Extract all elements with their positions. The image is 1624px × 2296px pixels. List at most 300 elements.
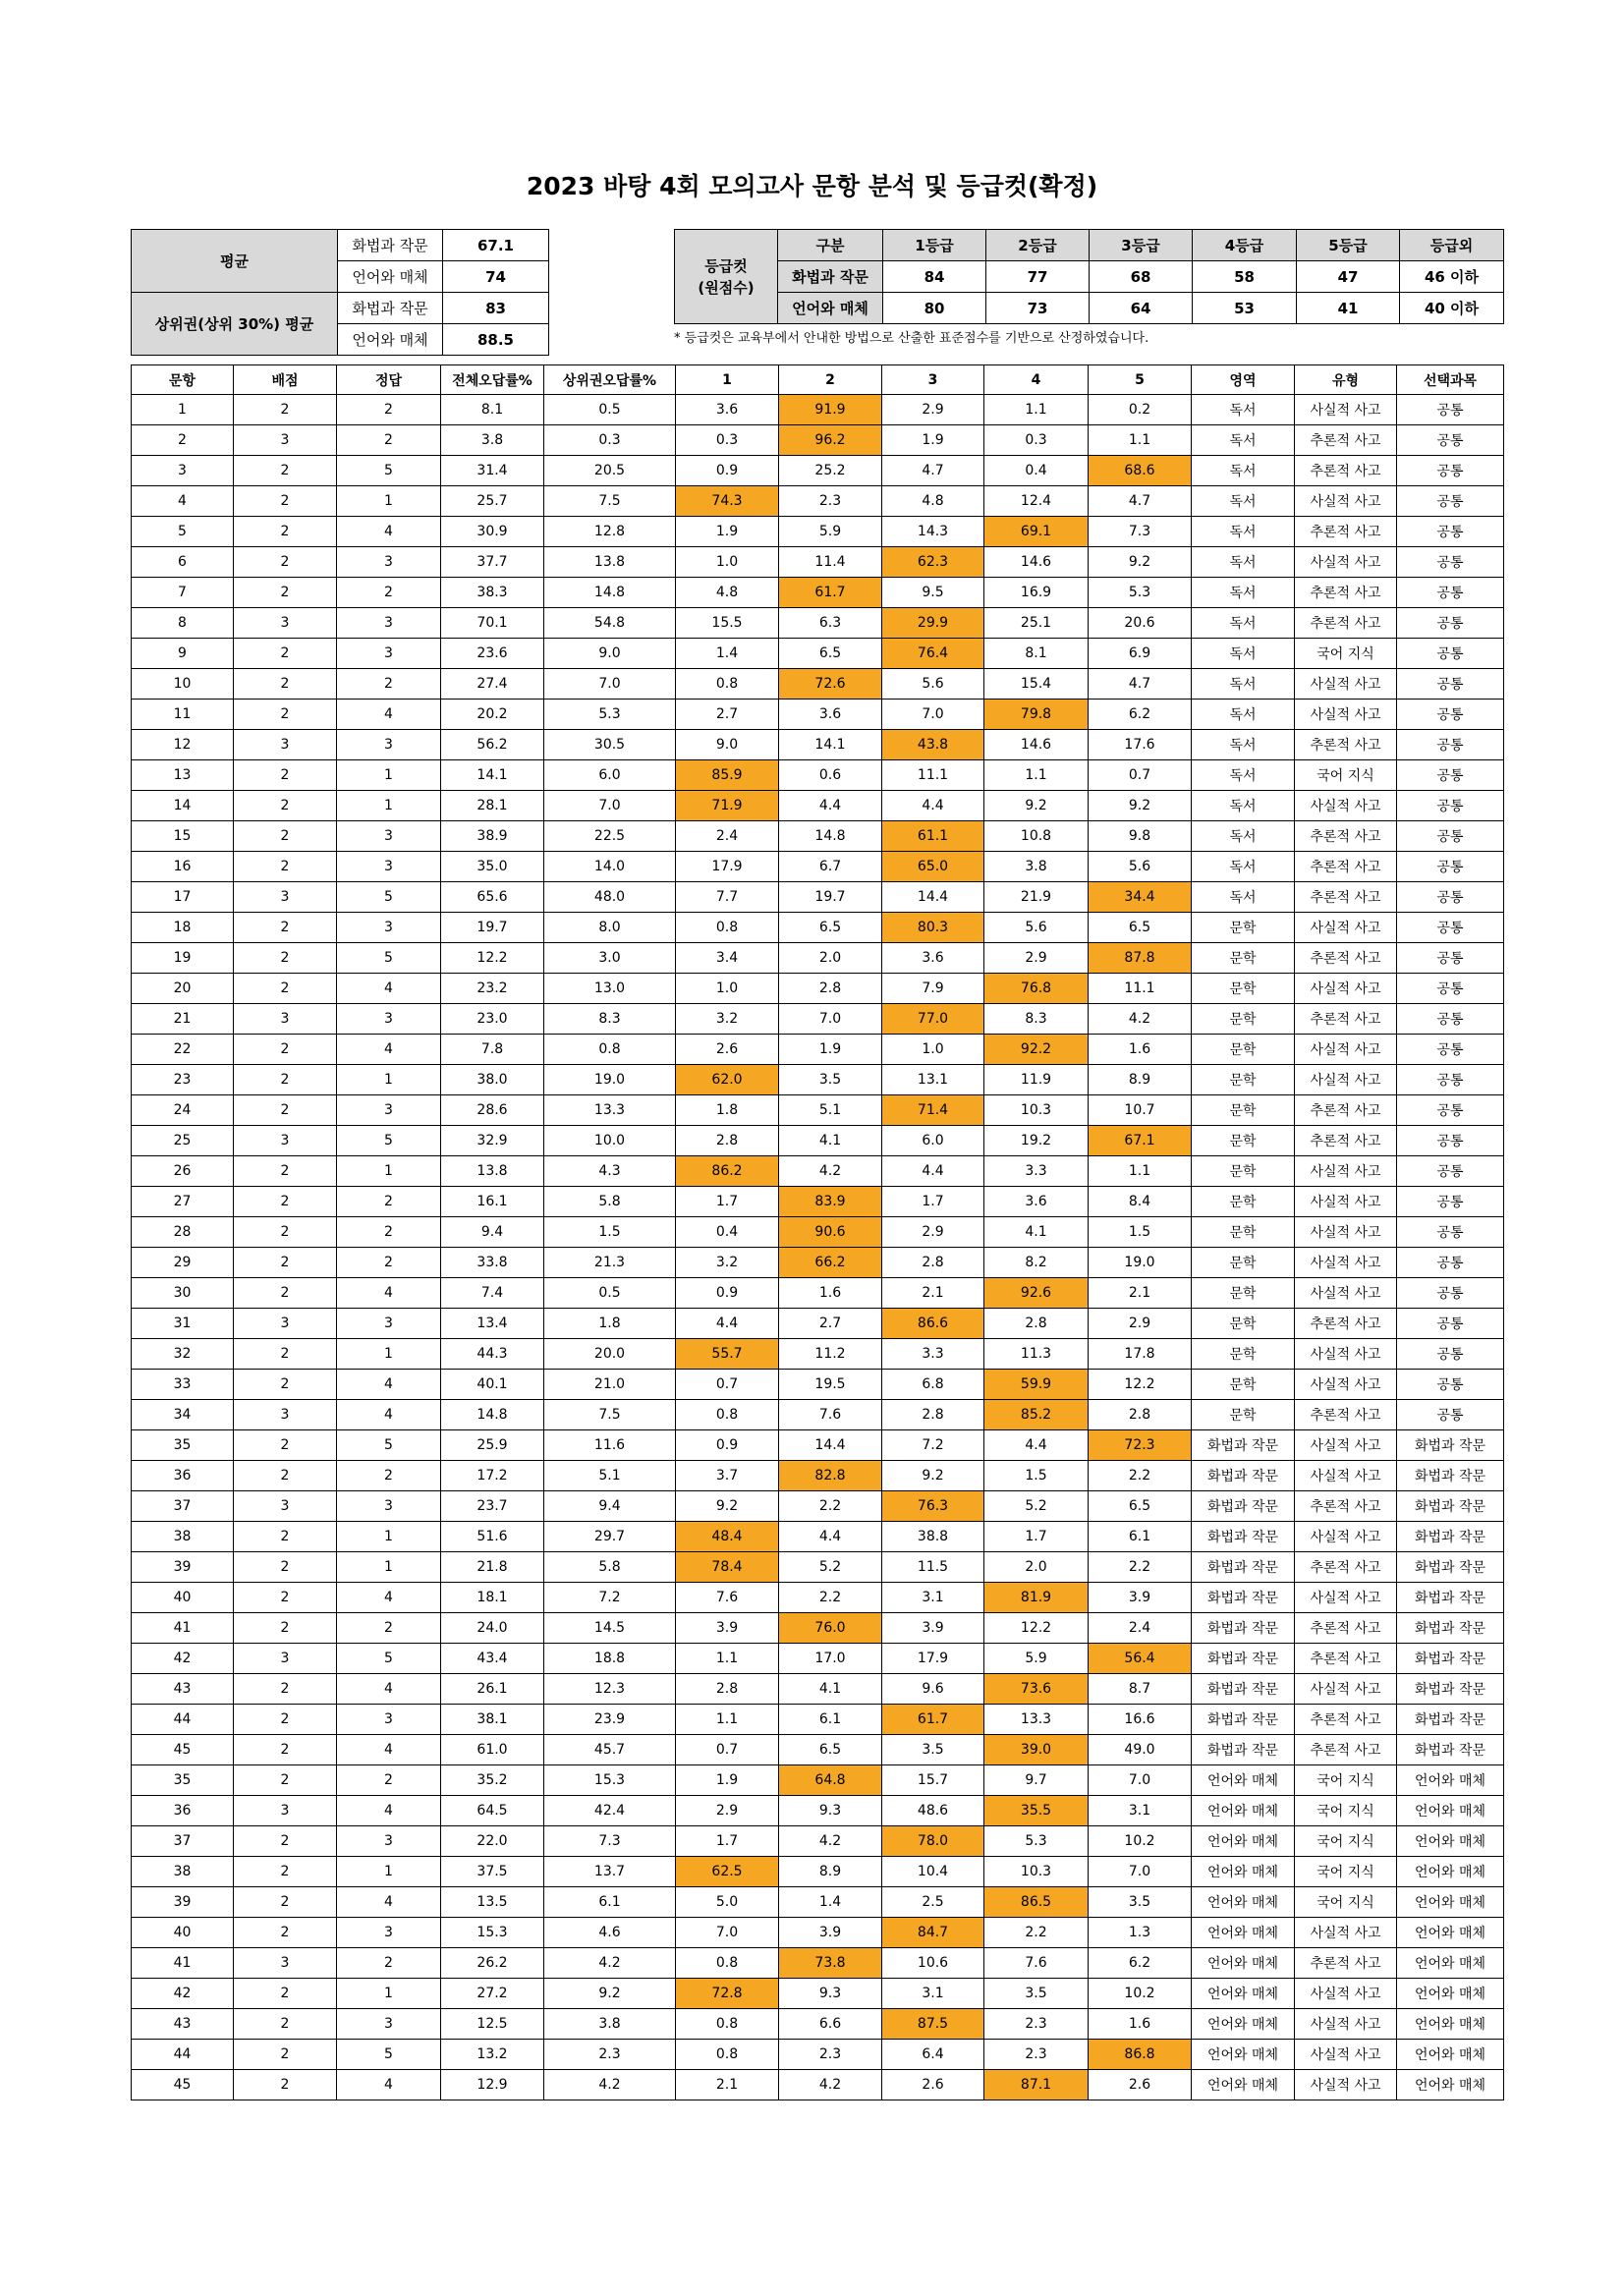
- table-cell: 국어 지식: [1295, 760, 1397, 791]
- grade-cut-value: 68: [1090, 261, 1193, 293]
- table-row: [132, 456, 1504, 486]
- item-table-header-cell: 3: [882, 365, 984, 395]
- table-cell: 3: [337, 639, 441, 669]
- table-row: [132, 1522, 1504, 1552]
- table-cell: 6.2: [1089, 1948, 1192, 1979]
- table-cell: 15.3: [544, 1765, 676, 1796]
- item-table-header-cell: 전체오답률%: [441, 365, 544, 395]
- table-cell: 13.7: [544, 1857, 676, 1887]
- table-cell: 37.7: [441, 547, 544, 578]
- table-cell: 공통: [1397, 486, 1504, 517]
- footnote: * 등급컷은 교육부에서 안내한 방법으로 산출한 표준점수를 기반으로 산정하였습니다.: [674, 331, 1149, 346]
- top-average-value: 83: [443, 293, 549, 324]
- table-cell: 2: [337, 1765, 441, 1796]
- table-cell: 6.7: [779, 852, 882, 882]
- table-cell: 5.6: [1089, 852, 1192, 882]
- table-cell: 12.5: [441, 2009, 544, 2040]
- table-cell: 3.5: [1089, 1887, 1192, 1918]
- table-row: [132, 2009, 1504, 2040]
- table-cell: 42: [132, 1979, 234, 2009]
- table-cell: 독서: [1192, 669, 1295, 700]
- table-cell: 12.2: [441, 943, 544, 974]
- table-cell: 2: [234, 1552, 337, 1583]
- table-cell: 추론적 사고: [1295, 1491, 1397, 1522]
- table-cell: 문학: [1192, 913, 1295, 943]
- table-cell: 44: [132, 1705, 234, 1735]
- table-cell: 9.2: [544, 1979, 676, 2009]
- table-cell: 7.3: [1089, 517, 1192, 547]
- table-cell: 19.2: [984, 1126, 1089, 1156]
- table-cell: 18.8: [544, 1644, 676, 1674]
- table-cell: 언어와 매체: [1192, 1765, 1295, 1796]
- table-cell: 38.9: [441, 821, 544, 852]
- table-cell: 공통: [1397, 730, 1504, 760]
- table-cell: 2: [234, 821, 337, 852]
- table-cell: 11.5: [882, 1552, 984, 1583]
- table-cell: 4.6: [544, 1918, 676, 1948]
- table-cell: 83.9: [779, 1187, 882, 1217]
- table-cell: 21.9: [984, 882, 1089, 913]
- table-cell: 2: [234, 1887, 337, 1918]
- table-cell: 언어와 매체: [1397, 1857, 1504, 1887]
- table-cell: 0.5: [544, 395, 676, 425]
- table-cell: 8.3: [984, 1004, 1089, 1035]
- table-cell: 2: [234, 760, 337, 791]
- table-cell: 38: [132, 1522, 234, 1552]
- table-cell: 추론적 사고: [1295, 1309, 1397, 1339]
- table-cell: 3.6: [984, 1187, 1089, 1217]
- table-cell: 28: [132, 1217, 234, 1248]
- table-cell: 6.5: [779, 639, 882, 669]
- table-cell: 4: [337, 1035, 441, 1065]
- table-cell: 76.3: [882, 1491, 984, 1522]
- table-cell: 문학: [1192, 1035, 1295, 1065]
- table-cell: 공통: [1397, 1004, 1504, 1035]
- table-cell: 4.2: [544, 2070, 676, 2100]
- table-cell: 20.2: [441, 700, 544, 730]
- table-cell: 9.0: [676, 730, 779, 760]
- table-cell: 49.0: [1089, 1735, 1192, 1765]
- table-cell: 4: [337, 1735, 441, 1765]
- table-cell: 2.1: [882, 1278, 984, 1309]
- table-cell: 2.9: [882, 1217, 984, 1248]
- table-cell: 0.3: [544, 425, 676, 456]
- table-cell: 18: [132, 913, 234, 943]
- table-cell: 2.1: [1089, 1278, 1192, 1309]
- table-cell: 화법과 작문: [1192, 1735, 1295, 1765]
- table-cell: 14.1: [779, 730, 882, 760]
- table-cell: 2: [234, 1613, 337, 1644]
- table-cell: 8.1: [441, 395, 544, 425]
- table-cell: 1.5: [1089, 1217, 1192, 1248]
- table-cell: 공통: [1397, 700, 1504, 730]
- grade-cut-header-cell: 등급외: [1400, 230, 1504, 261]
- table-cell: 2.2: [779, 1491, 882, 1522]
- table-row: [132, 1217, 1504, 1248]
- table-cell: 43: [132, 1674, 234, 1705]
- table-cell: 언어와 매체: [1192, 2070, 1295, 2100]
- table-row: [132, 1979, 1504, 2009]
- table-cell: 56.4: [1089, 1644, 1192, 1674]
- table-cell: 19.7: [441, 913, 544, 943]
- table-cell: 사실적 사고: [1295, 2040, 1397, 2070]
- table-cell: 78.4: [676, 1552, 779, 1583]
- table-cell: 4.4: [676, 1309, 779, 1339]
- table-cell: 30: [132, 1278, 234, 1309]
- table-cell: 3: [234, 1491, 337, 1522]
- table-cell: 19.0: [1089, 1248, 1192, 1278]
- table-cell: 2.8: [882, 1248, 984, 1278]
- grade-cut-value: 46 이하: [1400, 261, 1504, 293]
- table-cell: 화법과 작문: [1397, 1522, 1504, 1552]
- table-cell: 6.6: [779, 2009, 882, 2040]
- table-cell: 35.2: [441, 1765, 544, 1796]
- table-cell: 2: [234, 456, 337, 486]
- grade-cut-value: 77: [986, 261, 1090, 293]
- item-table-header-cell: 영역: [1192, 365, 1295, 395]
- table-cell: 17.9: [676, 852, 779, 882]
- grade-cut-header-cell: 2등급: [986, 230, 1090, 261]
- table-cell: 48.4: [676, 1522, 779, 1552]
- table-row: [132, 547, 1504, 578]
- table-cell: 9.2: [882, 1461, 984, 1491]
- table-row: [132, 1674, 1504, 1705]
- table-cell: 2: [234, 2040, 337, 2070]
- table-row: [132, 1613, 1504, 1644]
- table-cell: 14.0: [544, 852, 676, 882]
- table-cell: 16.9: [984, 578, 1089, 608]
- table-cell: 62.3: [882, 547, 984, 578]
- item-analysis-table: [131, 364, 1504, 2100]
- table-cell: 9.6: [882, 1674, 984, 1705]
- table-cell: 2.5: [882, 1887, 984, 1918]
- table-row: [132, 913, 1504, 943]
- table-cell: 11.1: [1089, 974, 1192, 1004]
- table-cell: 4.8: [882, 486, 984, 517]
- average-label: 평균: [132, 230, 338, 293]
- table-row: [132, 1156, 1504, 1187]
- table-cell: 2: [234, 2070, 337, 2100]
- table-cell: 4: [337, 1583, 441, 1613]
- table-cell: 2.6: [882, 2070, 984, 2100]
- table-cell: 추론적 사고: [1295, 1552, 1397, 1583]
- table-cell: 6.8: [882, 1370, 984, 1400]
- table-cell: 2: [337, 1248, 441, 1278]
- table-cell: 0.8: [676, 2009, 779, 2040]
- table-cell: 언어와 매체: [1397, 1887, 1504, 1918]
- table-cell: 35.5: [984, 1796, 1089, 1826]
- table-cell: 5.3: [544, 700, 676, 730]
- table-cell: 20.6: [1089, 608, 1192, 639]
- table-cell: 4: [337, 1370, 441, 1400]
- table-cell: 문학: [1192, 1004, 1295, 1035]
- table-cell: 1.3: [1089, 1918, 1192, 1948]
- table-cell: 5.3: [984, 1826, 1089, 1857]
- table-row: [132, 1309, 1504, 1339]
- table-cell: 26.2: [441, 1948, 544, 1979]
- table-cell: 9.2: [1089, 791, 1192, 821]
- table-cell: 86.6: [882, 1309, 984, 1339]
- table-cell: 2.6: [1089, 2070, 1192, 2100]
- table-cell: 6.5: [779, 1735, 882, 1765]
- table-cell: 10: [132, 669, 234, 700]
- table-cell: 3.8: [984, 852, 1089, 882]
- table-cell: 12.4: [984, 486, 1089, 517]
- table-cell: 20.0: [544, 1339, 676, 1370]
- table-cell: 28.6: [441, 1095, 544, 1126]
- table-cell: 23: [132, 1065, 234, 1095]
- table-cell: 13.8: [441, 1156, 544, 1187]
- table-cell: 5.3: [1089, 578, 1192, 608]
- table-cell: 1.8: [544, 1309, 676, 1339]
- grade-cut-subject: 언어와 매체: [778, 293, 883, 324]
- table-cell: 4.2: [779, 1826, 882, 1857]
- table-cell: 37: [132, 1491, 234, 1522]
- table-cell: 2: [234, 1095, 337, 1126]
- table-cell: 2: [337, 395, 441, 425]
- table-cell: 78.0: [882, 1826, 984, 1857]
- table-cell: 38: [132, 1857, 234, 1887]
- table-cell: 4.2: [1089, 1004, 1192, 1035]
- table-cell: 공통: [1397, 1400, 1504, 1430]
- grade-cut-subject: 화법과 작문: [778, 261, 883, 293]
- table-cell: 공통: [1397, 1248, 1504, 1278]
- table-cell: 2: [234, 1826, 337, 1857]
- table-cell: 7.6: [676, 1583, 779, 1613]
- table-cell: 3: [234, 1309, 337, 1339]
- table-cell: 2: [234, 1522, 337, 1552]
- table-cell: 21: [132, 1004, 234, 1035]
- table-cell: 3.7: [676, 1461, 779, 1491]
- table-row: [132, 1430, 1504, 1461]
- table-cell: 4.8: [676, 578, 779, 608]
- table-cell: 3: [337, 547, 441, 578]
- table-cell: 23.2: [441, 974, 544, 1004]
- table-cell: 사실적 사고: [1295, 1278, 1397, 1309]
- table-cell: 추론적 사고: [1295, 1400, 1397, 1430]
- table-cell: 5: [337, 943, 441, 974]
- table-cell: 4.4: [882, 791, 984, 821]
- table-cell: 추론적 사고: [1295, 730, 1397, 760]
- table-cell: 10.3: [984, 1857, 1089, 1887]
- item-table-header-cell: 배점: [234, 365, 337, 395]
- table-cell: 7.2: [882, 1430, 984, 1461]
- item-table-header-cell: 정답: [337, 365, 441, 395]
- table-cell: 1.5: [984, 1461, 1089, 1491]
- table-cell: 1.7: [984, 1522, 1089, 1552]
- table-cell: 14.4: [882, 882, 984, 913]
- table-cell: 27.4: [441, 669, 544, 700]
- table-cell: 화법과 작문: [1397, 1735, 1504, 1765]
- table-cell: 64.5: [441, 1796, 544, 1826]
- table-cell: 1.1: [1089, 1156, 1192, 1187]
- table-cell: 1.7: [676, 1826, 779, 1857]
- table-cell: 54.8: [544, 608, 676, 639]
- table-cell: 사실적 사고: [1295, 1035, 1397, 1065]
- table-cell: 48.6: [882, 1796, 984, 1826]
- table-row: [132, 486, 1504, 517]
- table-cell: 15.4: [984, 669, 1089, 700]
- table-cell: 81.9: [984, 1583, 1089, 1613]
- table-cell: 69.1: [984, 517, 1089, 547]
- table-cell: 1.0: [882, 1035, 984, 1065]
- table-cell: 2: [234, 486, 337, 517]
- table-cell: 2.0: [984, 1552, 1089, 1583]
- table-cell: 언어와 매체: [1192, 1887, 1295, 1918]
- table-cell: 25.1: [984, 608, 1089, 639]
- table-row: [132, 1857, 1504, 1887]
- table-cell: 2: [234, 395, 337, 425]
- table-cell: 2: [234, 1065, 337, 1095]
- table-row: [132, 1461, 1504, 1491]
- table-cell: 76.4: [882, 639, 984, 669]
- table-cell: 추론적 사고: [1295, 1948, 1397, 1979]
- table-cell: 사실적 사고: [1295, 1430, 1397, 1461]
- table-cell: 4: [337, 1400, 441, 1430]
- table-cell: 0.4: [984, 456, 1089, 486]
- table-cell: 화법과 작문: [1397, 1430, 1504, 1461]
- table-cell: 1.4: [779, 1887, 882, 1918]
- table-cell: 9.2: [1089, 547, 1192, 578]
- table-cell: 공통: [1397, 913, 1504, 943]
- table-cell: 공통: [1397, 1187, 1504, 1217]
- table-cell: 2: [234, 913, 337, 943]
- table-cell: 3: [337, 1918, 441, 1948]
- table-cell: 언어와 매체: [1192, 1948, 1295, 1979]
- table-cell: 4: [337, 2070, 441, 2100]
- table-cell: 16: [132, 852, 234, 882]
- table-cell: 2.4: [1089, 1613, 1192, 1644]
- table-row: [132, 974, 1504, 1004]
- grade-cut-value: 41: [1297, 293, 1400, 324]
- table-cell: 3.4: [676, 943, 779, 974]
- table-cell: 71.4: [882, 1095, 984, 1126]
- table-row: [132, 1187, 1504, 1217]
- table-cell: 5.1: [544, 1461, 676, 1491]
- table-cell: 독서: [1192, 395, 1295, 425]
- table-cell: 2.8: [676, 1126, 779, 1156]
- table-cell: 14.8: [441, 1400, 544, 1430]
- table-cell: 화법과 작문: [1192, 1552, 1295, 1583]
- grade-cut-value: 84: [883, 261, 986, 293]
- table-cell: 38.1: [441, 1705, 544, 1735]
- table-cell: 45: [132, 1735, 234, 1765]
- table-cell: 5.8: [544, 1187, 676, 1217]
- grade-cut-row: [675, 293, 1504, 324]
- table-cell: 7.5: [544, 486, 676, 517]
- subject-label: 화법과 작문: [338, 230, 443, 261]
- table-cell: 언어와 매체: [1397, 1765, 1504, 1796]
- table-cell: 1.1: [1089, 425, 1192, 456]
- table-cell: 3.5: [779, 1065, 882, 1095]
- table-row: [132, 1370, 1504, 1400]
- table-cell: 23.9: [544, 1705, 676, 1735]
- table-cell: 40: [132, 1583, 234, 1613]
- table-cell: 9.7: [984, 1765, 1089, 1796]
- table-cell: 화법과 작문: [1192, 1522, 1295, 1552]
- table-cell: 6.3: [779, 608, 882, 639]
- table-cell: 10.3: [984, 1095, 1089, 1126]
- table-cell: 8: [132, 608, 234, 639]
- table-cell: 공통: [1397, 1339, 1504, 1370]
- table-cell: 추론적 사고: [1295, 1126, 1397, 1156]
- table-cell: 37: [132, 1826, 234, 1857]
- table-cell: 2.9: [676, 1796, 779, 1826]
- table-cell: 1: [337, 1065, 441, 1095]
- table-cell: 9.0: [544, 639, 676, 669]
- table-cell: 2: [234, 1187, 337, 1217]
- table-cell: 1.6: [1089, 2009, 1192, 2040]
- subject-label: 언어와 매체: [338, 324, 443, 356]
- table-cell: 추론적 사고: [1295, 1095, 1397, 1126]
- table-row: [132, 1918, 1504, 1948]
- item-table-header-cell: 5: [1089, 365, 1192, 395]
- table-row: [132, 1126, 1504, 1156]
- table-cell: 6.4: [882, 2040, 984, 2070]
- table-cell: 68.6: [1089, 456, 1192, 486]
- table-cell: 6.1: [1089, 1522, 1192, 1552]
- grade-cut-value: 40 이하: [1400, 293, 1504, 324]
- table-cell: 8.9: [779, 1857, 882, 1887]
- table-cell: 12: [132, 730, 234, 760]
- table-cell: 4: [337, 1796, 441, 1826]
- table-cell: 사실적 사고: [1295, 547, 1397, 578]
- table-cell: 11.9: [984, 1065, 1089, 1095]
- table-cell: 74.3: [676, 486, 779, 517]
- table-cell: 1: [337, 1552, 441, 1583]
- table-cell: 독서: [1192, 486, 1295, 517]
- table-cell: 8.7: [1089, 1674, 1192, 1705]
- table-cell: 1.1: [676, 1705, 779, 1735]
- table-cell: 독서: [1192, 791, 1295, 821]
- table-cell: 37.5: [441, 1857, 544, 1887]
- table-cell: 3.9: [676, 1613, 779, 1644]
- table-cell: 12.9: [441, 2070, 544, 2100]
- subject-label: 화법과 작문: [338, 293, 443, 324]
- table-cell: 7.0: [676, 1918, 779, 1948]
- table-cell: 1: [132, 395, 234, 425]
- table-cell: 사실적 사고: [1295, 1979, 1397, 2009]
- table-cell: 문학: [1192, 1248, 1295, 1278]
- table-cell: 19.7: [779, 882, 882, 913]
- table-cell: 2: [234, 639, 337, 669]
- table-cell: 사실적 사고: [1295, 974, 1397, 1004]
- table-cell: 화법과 작문: [1192, 1491, 1295, 1522]
- table-cell: 2: [234, 1461, 337, 1491]
- table-cell: 5.9: [984, 1644, 1089, 1674]
- table-cell: 추론적 사고: [1295, 1004, 1397, 1035]
- table-cell: 추론적 사고: [1295, 578, 1397, 608]
- table-cell: 61.1: [882, 821, 984, 852]
- table-cell: 2.9: [1089, 1309, 1192, 1339]
- table-cell: 1.1: [676, 1644, 779, 1674]
- table-cell: 23.6: [441, 639, 544, 669]
- table-row: [132, 425, 1504, 456]
- table-cell: 1: [337, 1522, 441, 1552]
- table-cell: 13: [132, 760, 234, 791]
- table-cell: 0.8: [676, 913, 779, 943]
- table-cell: 7: [132, 578, 234, 608]
- table-cell: 4: [337, 1674, 441, 1705]
- table-cell: 1: [337, 486, 441, 517]
- table-cell: 2: [337, 578, 441, 608]
- table-cell: 3: [337, 1004, 441, 1035]
- table-cell: 45.7: [544, 1735, 676, 1765]
- table-cell: 사실적 사고: [1295, 1156, 1397, 1187]
- table-cell: 2.3: [984, 2040, 1089, 2070]
- table-cell: 2.2: [779, 1583, 882, 1613]
- table-cell: 13.5: [441, 1887, 544, 1918]
